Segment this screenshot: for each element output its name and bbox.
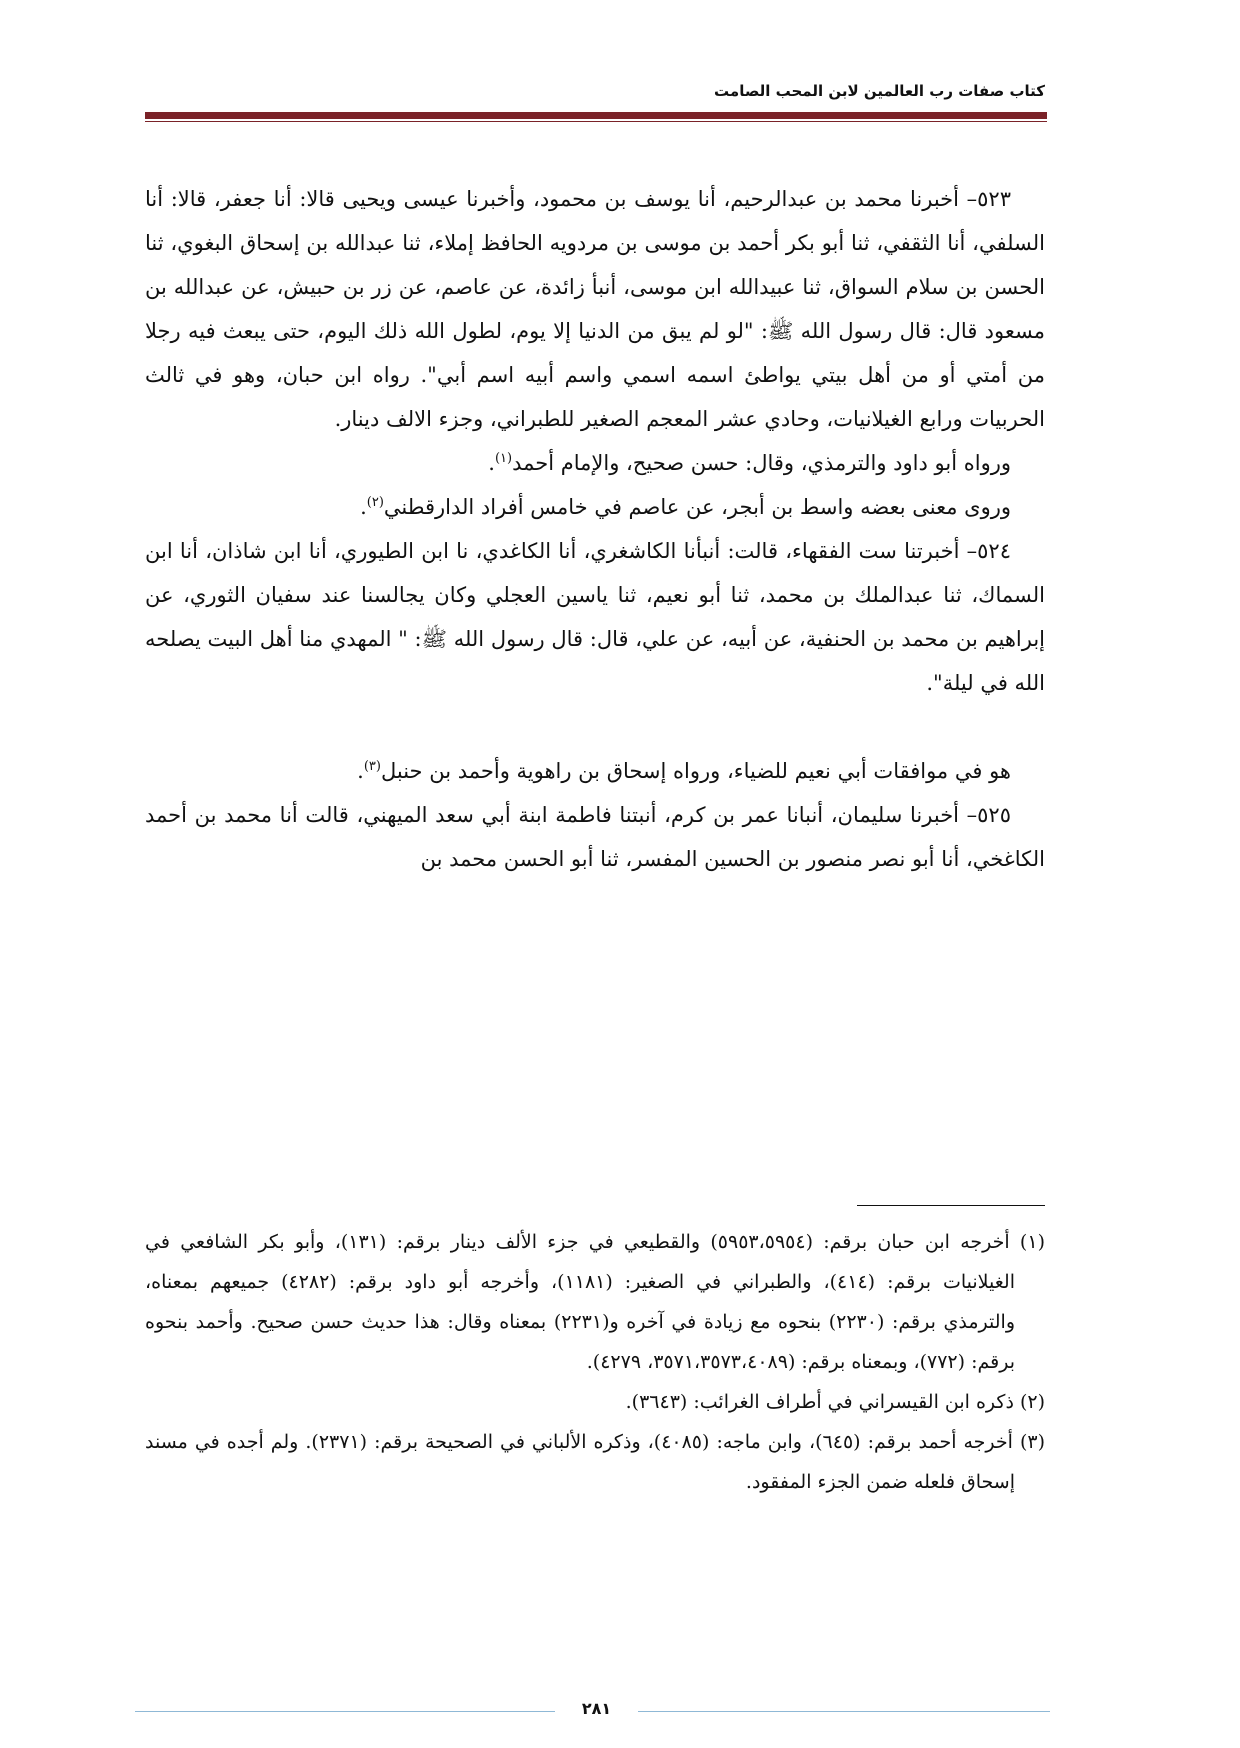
footnote-separator (857, 1205, 1045, 1206)
hadith-525-paragraph: ٥٢٥– أخبرنا سليمان، أنبانا عمر بن كرم، أنبتنا فاطمة ابنة أبي سعد الميهني، قالت أنا محمد بن أحمد الكاغخي، أنا أبو نصر منصور بن الحسين المفسر، ثنا أبو الحسن محمد بن (145, 803, 1045, 871)
page-number: ٢٨١ (581, 1699, 612, 1718)
paragraph-tail: . (488, 451, 495, 475)
footnote-3: (٣) أخرجه أحمد برقم: (٦٤٥)، وابن ماجه: (٤٠٨٥)، وذكره الألباني في الصحيحة برقم: (٢٣٧١). ولم أجده في مسند إسحاق فلعله ضمن الجزء المفقود. (145, 1431, 1045, 1493)
paragraph-text: وروى معنى بعضه واسط بن أبجر، عن عاصم في خامس أفراد الدارقطني (383, 495, 1011, 519)
footnote-ref-3[interactable]: (٣) (363, 759, 381, 774)
footnote-2: (٢) ذكره ابن القيسراني في أطراف الغرائب: (٣٦٤٣). (625, 1391, 1045, 1413)
footnote-1: (١) أخرجه ابن حبان برقم: (٥٩٥٣،٥٩٥٤) والقطيعي في جزء الألف دينار برقم: (١٣١)، وأبو بكر الشافعي في الغيلانيات برقم: (٤١٤)، والطبراني في الصغير: (١١٨١)، وأخرجه أبو داود برقم: (٤٢٨٢) جميعهم بمعناه، والترمذي برقم: (٢٢٣٠) بنحوه مع زيادة في آخره و(٢٢٣١) بمعناه وقال: هذا حديث حسن صحيح. وأحمد بنحوه برقم: (٧٧٢)، وبمعناه برقم: (٣٥٧١،٣٥٧٣،٤٠٨٩، ٤٢٧٩). (145, 1231, 1045, 1373)
main-text (145, 177, 1045, 881)
hadith-523-variant-note (145, 485, 1045, 529)
footer-line-left (135, 1711, 555, 1712)
header-rule-thick (145, 112, 1047, 119)
hadith-524-source-note (145, 749, 1045, 793)
hadith-523-paragraph: ٥٢٣– أخبرنا محمد بن عبدالرحيم، أنا يوسف بن محمود، وأخبرنا عيسى ويحيى قالا: أنا جعفر، قالا: أنا السلفي، أنا الثقفي، ثنا أبو بكر أحمد بن موسى بن مردويه الحافظ إملاء، ثنا عبدالله بن إسحاق البغوي، ثنا الحسن بن سلام السواق، ثنا عبيدالله ابن موسى، أنبأ زائدة، عن عاصم، عن زر بن حبيش، عن عبدالله بن مسعود قال: قال رسول الله ﷺ: "لو لم يبق من الدنيا إلا يوم، لطول الله ذلك اليوم، حتى يبعث فيه رجلا من أمتي أو من أهل بيتي يواطئ اسمه اسمي واسم أبيه اسم أبي". رواه ابن حبان، وهو في ثالث الحربيات ورابع الغيلانيات، وحادي عشر المعجم الصغير للطبراني، وجزء الالف دينار. (145, 187, 1045, 431)
paragraph-text: ورواه أبو داود والترمذي، وقال: حسن صحيح، والإمام أحمد (512, 451, 1011, 475)
footer-line-right (638, 1711, 1050, 1712)
footnote-ref-2[interactable]: (٢) (366, 495, 384, 510)
paragraph-tail: . (360, 495, 367, 519)
book-title-header: كتاب صفات رب العالمين لابن المحب الصامت (714, 82, 1045, 100)
paragraph-tail: . (357, 759, 364, 783)
footnote-ref-1[interactable]: (١) (494, 451, 513, 466)
footnotes (145, 1222, 1045, 1502)
paragraph-text: هو في موافقات أبي نعيم للضياء، ورواه إسحاق بن راهوية وأحمد بن حنبل (380, 759, 1011, 783)
header-rule-thin (145, 121, 1047, 122)
hadith-524-paragraph: ٥٢٤– أخبرتنا ست الفقهاء، قالت: أنبأنا الكاشغري، أنا الكاغدي، نا ابن الطيوري، أنا ابن شاذان، أنا ابن السماك، ثنا عبدالملك بن محمد، ثنا أبو نعيم، ثنا ياسين العجلي وكان يجالسنا عند سفيان الثوري، عن إبراهيم بن محمد بن الحنفية، عن أبيه، عن علي، قال: قال رسول الله ﷺ: " المهدي منا أهل البيت يصلحه الله في ليلة". (145, 539, 1045, 695)
hadith-523-narration-note (145, 441, 1045, 485)
